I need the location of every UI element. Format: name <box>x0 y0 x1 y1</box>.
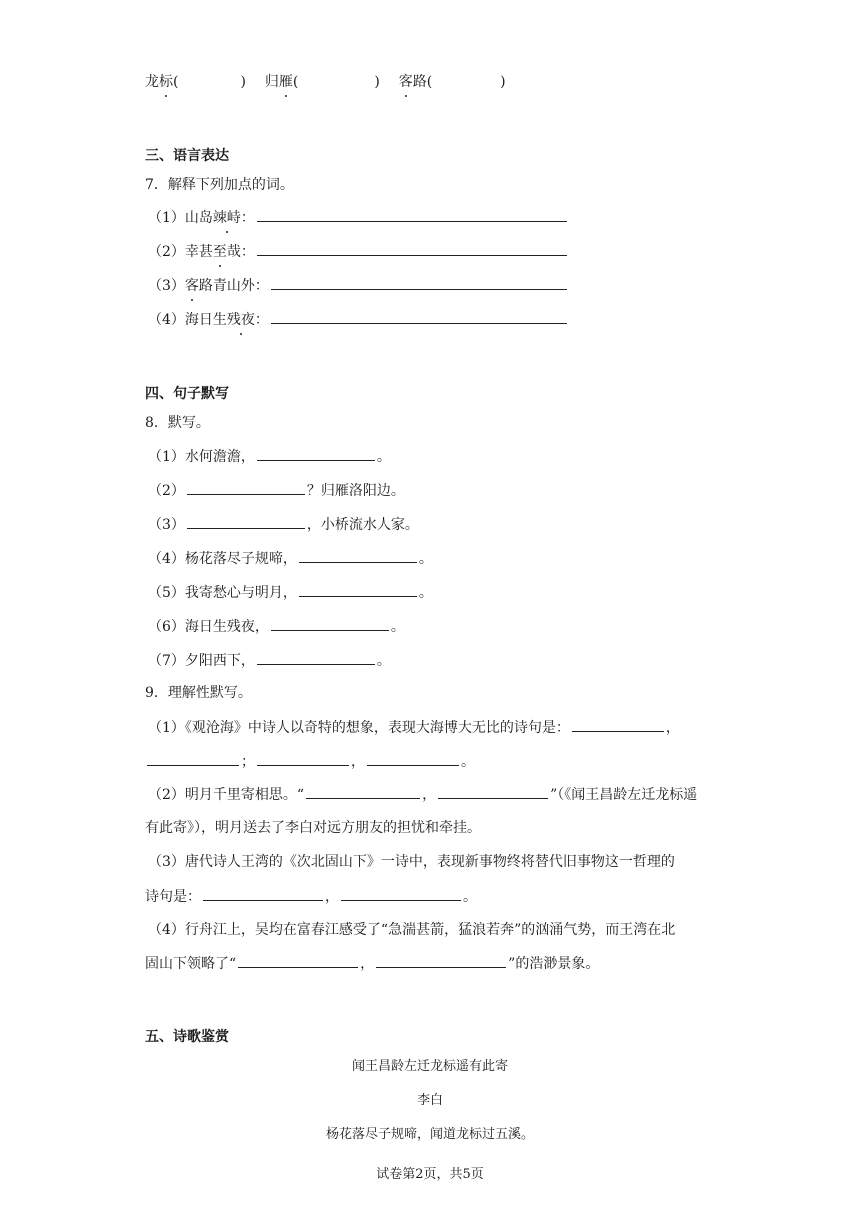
question-7: 7．解释下列加点的词。 <box>145 177 294 193</box>
q7-item-3 <box>148 275 569 296</box>
item-text: 路青山外 <box>198 278 255 294</box>
item-text: 。 <box>418 585 433 601</box>
item-text: ”（《闻王昌龄左迁龙标遥 <box>550 787 698 803</box>
q8-item-5 <box>148 582 433 603</box>
dotted-word: 至 <box>212 244 227 260</box>
item-text: （2）明月千里寄相思。“ <box>148 787 305 803</box>
item-text: （4）海日生 <box>148 312 227 328</box>
item-text: 固山下领略了“ <box>145 956 237 972</box>
q8-item-4 <box>148 548 433 569</box>
answer-line[interactable] <box>572 717 664 732</box>
item-text: （1）山岛 <box>148 210 213 226</box>
paren-open: ( <box>426 74 433 90</box>
pinyin-words-row <box>145 72 506 92</box>
item-text: 。 <box>390 619 405 635</box>
paren-close: ) <box>374 74 380 90</box>
item-text: （7）夕阳西下， <box>148 653 255 669</box>
answer-line[interactable] <box>238 953 358 968</box>
answer-line[interactable] <box>203 886 323 901</box>
q9-item-3: （3）唐代诗人王湾的《次北固山下》一诗中，表现新事物终将替代旧事物这一哲理的 <box>148 854 675 870</box>
q8-item-2 <box>148 480 405 501</box>
dotted-char: 雁 <box>278 74 293 90</box>
section-title: 五、诗歌鉴赏 <box>145 1029 229 1045</box>
q7-item-1 <box>148 207 569 228</box>
page-footer: 试卷第2页，共5页 <box>376 1167 484 1182</box>
dotted-word: 客 <box>184 278 199 294</box>
item-text: ”的浩渺景象。 <box>508 956 600 972</box>
item-text: （1）《观沧海》中诗人以奇特的想象，表现大海博大无比的诗句是： <box>148 720 570 736</box>
dotted-char: 标 <box>159 74 173 90</box>
word-char: 归 <box>264 74 279 90</box>
item-text: ， <box>665 720 680 736</box>
q9-item-2-cont: 有此寄》），明月送去了李白对远方朋友的担忧和牵挂。 <box>145 820 481 836</box>
item-text: 。 <box>418 551 433 567</box>
question-9: 9．理解性默写。 <box>145 685 252 701</box>
item-text: （4）杨花落尽子规啼， <box>148 551 297 567</box>
answer-line[interactable] <box>306 784 420 799</box>
q9-item-4-cont <box>145 953 599 974</box>
q9-item-1 <box>148 717 680 738</box>
item-text: （3） <box>148 278 185 294</box>
item-text: （6）海日生残夜， <box>148 619 269 635</box>
answer-line[interactable] <box>299 548 417 563</box>
section-title: 四、句子默写 <box>145 386 229 402</box>
item-text: 哉： <box>226 244 255 260</box>
word-char: 路 <box>412 74 427 90</box>
q8-item-1 <box>148 446 391 467</box>
paren-close: ) <box>500 74 506 90</box>
item-text: 。 <box>376 449 391 465</box>
answer-line[interactable] <box>438 784 548 799</box>
q7-item-2 <box>148 241 569 262</box>
paren-close: ) <box>240 74 246 90</box>
item-text: 诗句是： <box>145 889 201 905</box>
poem-line: 杨花落尽子规啼，闻道龙标过五溪。 <box>325 1127 534 1142</box>
item-text: 。 <box>463 889 477 905</box>
answer-line[interactable] <box>147 751 239 766</box>
item-text: ： <box>240 210 255 226</box>
answer-line[interactable] <box>257 751 349 766</box>
answer-line[interactable] <box>257 241 567 256</box>
item-text: ， <box>351 754 365 770</box>
paren-open: ( <box>173 74 179 90</box>
answer-line[interactable] <box>271 275 567 290</box>
item-text: ， <box>360 956 375 972</box>
item-text: 。 <box>376 653 391 669</box>
answer-line[interactable] <box>257 446 375 461</box>
section-title: 三、语言表达 <box>145 148 229 164</box>
answer-line[interactable] <box>299 582 417 597</box>
answer-line[interactable] <box>187 480 305 495</box>
answer-line[interactable] <box>341 886 461 901</box>
item-text: ； <box>241 754 255 770</box>
item-text: 。 <box>461 754 475 770</box>
answer-line[interactable] <box>376 953 506 968</box>
answer-line[interactable] <box>257 650 375 665</box>
paren-open: ( <box>292 74 299 90</box>
answer-line[interactable] <box>257 207 567 222</box>
item-text: （5）我寄愁心与明月， <box>148 585 297 601</box>
item-text: （2）幸甚 <box>148 244 213 260</box>
q9-item-4: （4）行舟江上，吴均在富春江感受了“急湍甚箭，猛浪若奔”的汹涌气势，而王湾在北 <box>148 922 676 938</box>
item-text: ，小桥流水人家。 <box>306 517 419 533</box>
q9-item-2 <box>148 784 697 805</box>
item-text: （2） <box>148 483 185 499</box>
dotted-word: 残夜 <box>226 312 255 328</box>
dotted-char: 客 <box>398 74 413 90</box>
poem-author: 李白 <box>416 1093 443 1108</box>
q9-item-3-cont <box>145 886 477 907</box>
item-text: ： <box>254 312 269 328</box>
q8-item-7 <box>148 650 391 671</box>
item-text: （3） <box>148 517 185 533</box>
q8-item-6 <box>148 616 405 637</box>
answer-line[interactable] <box>271 309 567 324</box>
q8-item-3 <box>148 514 419 535</box>
word-char: 龙 <box>145 74 159 90</box>
answer-line[interactable] <box>367 751 459 766</box>
poem-title: 闻王昌龄左迁龙标遥有此寄 <box>351 1059 508 1074</box>
item-text: ？归雁洛阳边。 <box>306 483 405 499</box>
q7-item-4 <box>148 309 569 330</box>
dotted-word: 竦峙 <box>212 210 241 226</box>
answer-line[interactable] <box>187 514 305 529</box>
q9-item-1-cont <box>145 751 475 772</box>
question-8: 8．默写。 <box>145 415 210 431</box>
item-text: ： <box>254 278 269 294</box>
answer-line[interactable] <box>271 616 389 631</box>
item-text: ， <box>325 889 339 905</box>
item-text: ， <box>422 787 437 803</box>
item-text: （1）水何澹澹， <box>148 449 255 465</box>
